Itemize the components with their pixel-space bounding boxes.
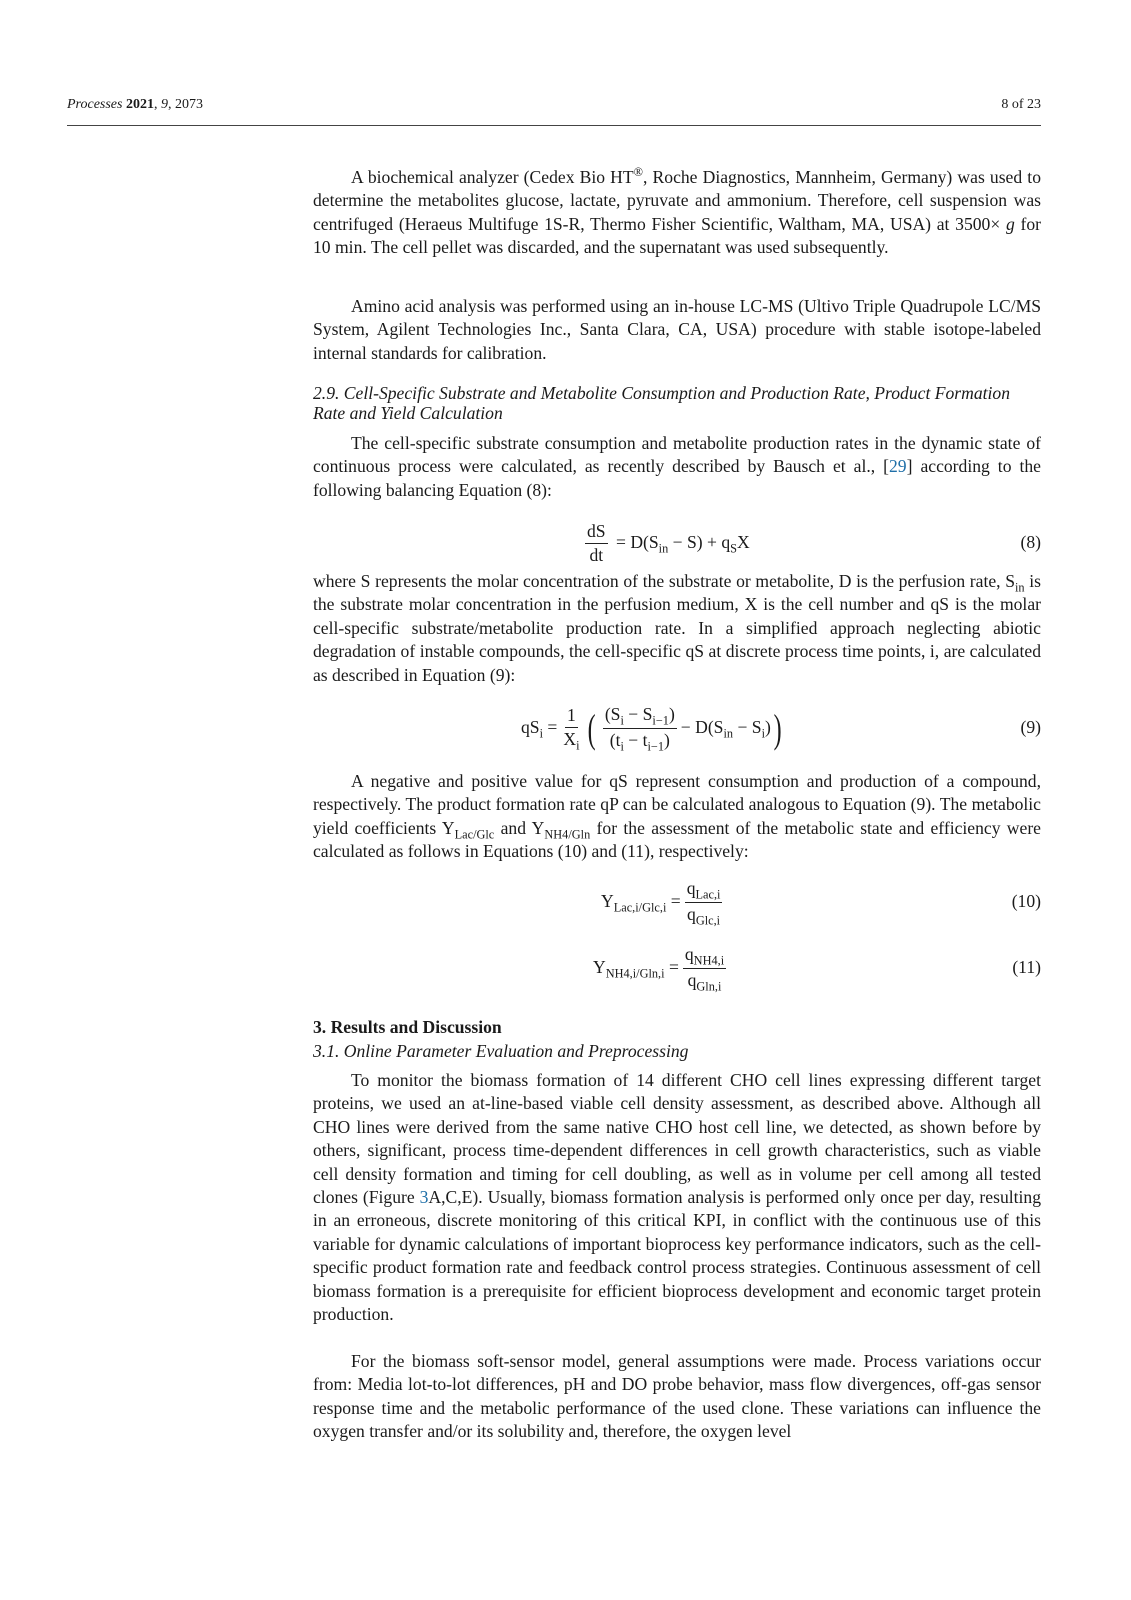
eq-sub: Lac,i/Glc,i [613,900,667,915]
eq-term: (S [604,703,621,724]
eq-term: = [664,956,679,977]
equation-label: (8) [1020,532,1041,552]
paragraph [313,1069,1041,1326]
eq-term: ) [664,729,670,750]
text-run: The cell-specific substrate consumption and metabolite production rates in the dynamic state of continuous process were calculated, as recently described by Bausch et al., [ [313,433,1041,477]
text-run: A negative and positive value for qS represent consumption and production of a compound, respectively. The product formation rate qP can be calculated analogous to Equation (9). The metabolic yield coefficients Y [313,771,1041,838]
paragraph [313,295,1041,365]
equation-11 [313,940,1041,996]
text-run: , Roche Diagnostics, Mannheim, Germany) was used to determine the metabolites glucose, lactate, pyruvate and ammonium. Therefore, cell suspension was centrifuged (Heraeus Multifuge 1S-R, Thermo Fisher Scientific, Waltham, MA, USA) at 3500× [313,167,1041,234]
subscript: Lac/Glc [454,827,495,842]
eq-sub: i [620,713,624,728]
equation-8 [313,515,1041,571]
eq-term: (t [609,729,621,750]
eq-term: − S) + q [668,531,731,552]
paragraph [313,570,1041,687]
eq-sub: in [658,541,669,556]
eq-sub: NH4,i/Gln,i [605,966,665,981]
paragraph [313,1350,1041,1444]
equation-label: (9) [1020,717,1041,737]
reference-link[interactable]: 3 [419,1187,429,1208]
eq-sub: i−1 [652,713,669,728]
eq-term: − t [623,729,648,750]
section-title: 3. Results and Discussion [313,1017,502,1037]
eq-term: qS [521,716,540,737]
eq-term: q [686,877,696,898]
paragraph [313,770,1041,864]
eq-den: dt [589,544,604,565]
eq-term: ) [668,703,675,724]
equation-label: (11) [1012,957,1041,977]
eq-term: − S [623,703,653,724]
eq-num: dS [585,521,608,544]
section-heading-3 [313,1016,1041,1039]
text-run: for the assessment of the metabolic state and efficiency were calculated as follows in Equations (10) and (11), respectively: [313,817,1041,862]
page-number: 8 of 23 [1001,97,1041,112]
eq-term: Y [593,956,606,977]
header-rule [67,125,1041,126]
equation-label: (10) [1011,891,1041,911]
eq-sub: Lac,i [695,887,721,902]
eq-term: ) [764,716,771,737]
text-run: A biochemical analyzer (Cedex Bio HT [351,167,634,187]
eq-sub: in [723,726,734,741]
eq-term: Y [601,890,614,911]
eq-term: q [687,903,696,924]
eq-num: 1 [565,705,578,728]
section-heading-2-9: 2.9. Cell-Specific Substrate and Metabolite Consumption and Production Rate, Product Formation Rate and Yield Calculation [313,383,1010,423]
eq-term: q [687,969,697,990]
text-run: where S represents the molar concentration of the substrate or metabolite, D is the perfusion rate, S [313,571,1016,591]
eq-term: = [666,890,681,911]
eq-sub: i [620,739,624,754]
eq-sub: i [539,726,544,741]
eq-sub: Glc,i [695,913,721,928]
text-run: is the substrate molar concentration in the perfusion medium, X is the cell number and qS is the molar cell-specific substrate/metabolite production rate. In a simplified approach neglecting abiotic degradation of instable compounds, the cell-specific qS at discrete process time points, i, are calculated as described in Equation (9): [313,571,1041,685]
eq-paren: ) [773,705,782,751]
italic-text: g [1005,213,1015,234]
text-run: A,C,E). Usually, biomass formation analysis is performed only once per day, resulting in an erroneous, discrete monitoring of this critical KPI, in conflict with the continuous use of this variable for dynamic calculations of important bioprocess key performance indicators, such as the cell-specific product formation rate and feedback control process strategies. Continuous assessment of cell biomass formation is a prerequisite for efficient bioprocess development and economic target protein production. [313,1187,1041,1325]
volume: 9 [160,97,168,112]
subscript: NH4/Gln [544,827,591,842]
subscript: in [1015,580,1025,595]
text-run: To monitor the biomass formation of 14 different CHO cell lines expressing different target proteins, we used an at-line-based viable cell density assessment, as described above. Although all CHO lines were derived from the same native CHO host cell line, we detected, as shown before by others, significant, process time-dependent differences in cell growth characteristics, such as viable cell density formation and timing for cell doubling, as well as in volume per cell among all tested clones (Figure [313,1070,1041,1208]
text-run: ] according to the following balancing Equation (8): [313,456,1041,500]
eq-term: X [737,531,750,552]
eq-term: q [684,943,694,964]
text-run: Amino acid analysis was performed using an in-house LC-MS (Ultivo Triple Quadrupole LC/MS System, Agilent Technologies Inc., Santa Clara, CA, USA) procedure with stable isotope-labeled internal standards for calibration. [313,296,1041,363]
eq-sub: NH4,i [693,953,725,968]
eq-term: − D(S [680,716,724,737]
eq-term: = D(S [616,531,659,552]
eq-den: X [563,728,577,749]
paragraph [313,166,1041,260]
text-run: for 10 min. The cell pellet was discarded, and the supernatant was used subsequently. [313,213,1042,258]
eq-term: = [543,716,558,737]
year: 2021 [125,97,154,112]
equation-10 [313,874,1041,930]
eq-sub: i−1 [647,739,665,754]
superscript: ® [633,165,643,180]
section-heading-3-1: 3.1. Online Parameter Evaluation and Preprocessing [313,1041,689,1061]
eq-paren: ( [588,705,597,751]
text-run: and Y [494,817,545,838]
journal-name: Processes [67,97,123,112]
reference-link[interactable]: 29 [889,456,907,477]
equation-9 [313,700,1041,756]
eq-sub: Gln,i [696,979,722,994]
running-header-citation: Processes 2021, 9, 2073 [67,97,203,112]
eq-sub: i [761,726,765,741]
eq-sub: i [576,738,580,753]
text-run: For the biomass soft-sensor model, general assumptions were made. Process variations occur from: Media lot-to-lot differences, pH and DO probe behavior, mass flow divergences, off-gas sensor response time and the metabolic performance of the used clone. These variations can influence the oxygen transfer and/or its solubility and, therefore, the oxygen level [313,1351,1041,1442]
eq-sub: S [730,541,737,556]
article-number: 2073 [174,97,203,112]
eq-term: − S [733,716,762,737]
paragraph [313,432,1041,502]
